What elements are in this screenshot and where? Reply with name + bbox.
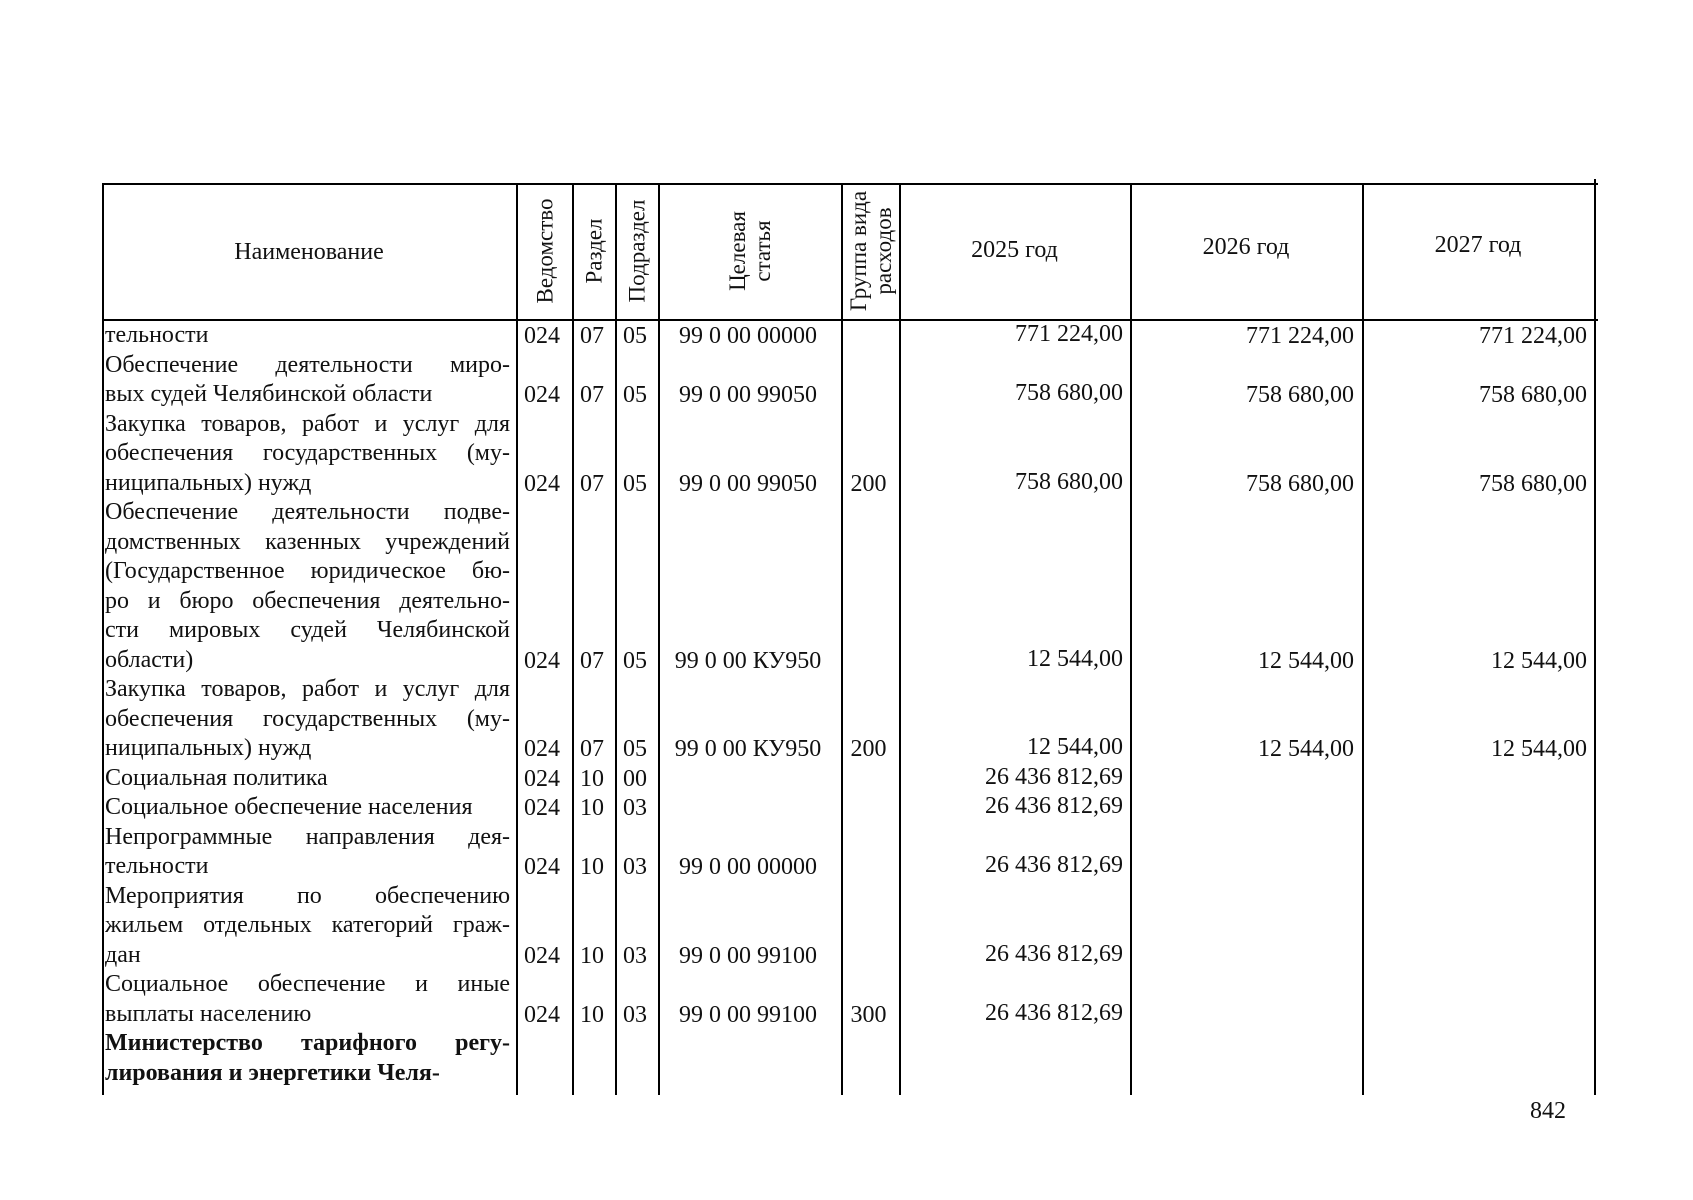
cell-v2027: 12 544,00 xyxy=(1491,647,1587,674)
row-name-line: Министерство тарифного регу- xyxy=(105,1030,510,1056)
cell-ved: 024 xyxy=(524,736,560,762)
cell-podr: 00 xyxy=(623,765,647,792)
cell-cs: 99 0 00 99050 xyxy=(679,382,817,408)
table-top-border xyxy=(102,183,1598,185)
row-name-line: жильем отдельных категорий граж- xyxy=(105,912,510,938)
row-name-line: Закупка товаров, работ и услуг для xyxy=(105,676,510,702)
cell-cs: 99 0 00 00000 xyxy=(679,854,817,880)
header-expense-group xyxy=(846,191,896,311)
cell-podr: 03 xyxy=(623,795,647,821)
row-name-line: тельности xyxy=(105,322,209,348)
cell-v2026: 758 680,00 xyxy=(1246,382,1354,408)
row-name-line: области) xyxy=(105,646,194,673)
cell-v2027: 758 680,00 xyxy=(1479,470,1587,497)
cell-razd: 07 xyxy=(580,382,604,408)
cell-razd: 07 xyxy=(580,323,604,349)
cell-ved: 024 xyxy=(524,382,560,408)
cell-ved: 024 xyxy=(524,647,560,674)
row-name-line: Мероприятия по обеспечению xyxy=(105,882,510,909)
row-name-line: Закупка товаров, работ и услуг для xyxy=(105,410,510,437)
cell-razd: 10 xyxy=(580,942,604,969)
row-name-line: обеспечения государственных (му- xyxy=(105,440,510,466)
row-name-line: Непрограммные направления дея- xyxy=(105,823,510,850)
cell-cs: 99 0 00 00000 xyxy=(679,323,817,349)
header-podrazdel: Подраздел xyxy=(624,199,650,303)
header-target-line2: статья xyxy=(750,220,775,282)
row-name-line: Обеспечение деятельности миро- xyxy=(105,351,510,378)
cell-v2025: 26 436 812,69 xyxy=(985,999,1123,1026)
row-name-line: ниципальных) нужд xyxy=(105,735,312,761)
cell-podr: 05 xyxy=(623,382,647,408)
row-name xyxy=(105,882,510,971)
cell-grp: 300 xyxy=(850,1001,887,1028)
cell-v2025: 26 436 812,69 xyxy=(985,793,1123,819)
cell-ved: 024 xyxy=(524,942,560,969)
cell-v2025: 771 224,00 xyxy=(1015,321,1123,347)
cell-v2027: 12 544,00 xyxy=(1491,736,1587,762)
row-name-line: ро и бюро обеспечения деятельно- xyxy=(105,587,510,614)
header-2025: 2025 год xyxy=(971,237,1058,263)
row-name-line: вых судей Челябинской области xyxy=(105,381,433,407)
cell-razd: 10 xyxy=(580,795,604,821)
row-name-line: домственных казенных учреждений xyxy=(105,528,510,555)
row-name-line: Социальная политика xyxy=(105,764,328,791)
cell-podr: 05 xyxy=(623,323,647,349)
cell-ved: 024 xyxy=(524,1001,560,1028)
row-name-line: (Государственное юридическое бю- xyxy=(105,558,510,584)
cell-v2027: 771 224,00 xyxy=(1479,323,1587,349)
row-name-line: обеспечения государственных (му- xyxy=(105,705,510,732)
cell-grp: 200 xyxy=(850,736,887,762)
cell-cs: 99 0 00 99050 xyxy=(679,470,817,497)
cell-v2026: 758 680,00 xyxy=(1246,470,1354,497)
col-border-right xyxy=(1594,179,1596,1095)
cell-cs: 99 0 00 99100 xyxy=(679,942,817,969)
cell-razd: 10 xyxy=(580,1001,604,1028)
col-border-2027 xyxy=(1362,183,1364,1095)
row-name-line: лирования и энергетики Челя- xyxy=(105,1059,440,1086)
row-name-line: Социальное обеспечение населения xyxy=(105,794,473,820)
cell-v2027: 758 680,00 xyxy=(1479,382,1587,408)
row-name-line: сти мировых судей Челябинской xyxy=(105,617,510,643)
header-target-line1: Целевая xyxy=(725,211,750,291)
header-2027: 2027 год xyxy=(1434,232,1522,258)
cell-razd: 07 xyxy=(580,736,604,762)
cell-v2025: 26 436 812,69 xyxy=(985,852,1123,878)
cell-podr: 05 xyxy=(623,470,647,497)
row-name xyxy=(105,321,510,351)
cell-razd: 10 xyxy=(580,854,604,880)
row-name xyxy=(105,675,510,764)
cell-podr: 05 xyxy=(623,736,647,762)
cell-razd: 07 xyxy=(580,647,604,674)
cell-ved: 024 xyxy=(524,470,560,497)
row-name xyxy=(105,823,510,882)
header-vedomstvo: Ведомство xyxy=(532,198,558,304)
header-2026: 2026 год xyxy=(1202,234,1290,260)
row-name xyxy=(105,970,510,1029)
row-name-line: Обеспечение деятельности подве- xyxy=(105,499,510,525)
header-razdel: Раздел xyxy=(581,218,607,284)
cell-v2025: 12 544,00 xyxy=(1027,645,1123,672)
cell-v2025: 26 436 812,69 xyxy=(985,763,1123,790)
col-border-left xyxy=(102,183,104,1095)
cell-v2025: 758 680,00 xyxy=(1015,468,1123,495)
col-border-2026 xyxy=(1130,183,1132,1095)
cell-ved: 024 xyxy=(524,323,560,349)
cell-ved: 024 xyxy=(524,795,560,821)
cell-podr: 03 xyxy=(623,854,647,880)
header-target-article xyxy=(725,211,775,291)
row-name xyxy=(105,351,510,410)
cell-podr: 05 xyxy=(623,647,647,674)
cell-grp: 200 xyxy=(850,470,887,497)
cell-ved: 024 xyxy=(524,854,560,880)
cell-cs: 99 0 00 КУ950 xyxy=(674,647,822,674)
page-number: 842 xyxy=(1530,1098,1566,1124)
header-name: Наименование xyxy=(234,239,384,265)
cell-razd: 10 xyxy=(580,765,604,792)
row-name-line: дан xyxy=(105,941,141,968)
header-group-line1: Группа вида xyxy=(846,190,871,312)
cell-v2026: 771 224,00 xyxy=(1246,323,1354,349)
row-name xyxy=(105,793,510,823)
row-name-line: Социальное обеспечение и иные xyxy=(105,971,510,997)
cell-razd: 07 xyxy=(580,470,604,497)
row-name xyxy=(105,764,510,794)
header-group-line2: расходов xyxy=(871,207,896,295)
cell-v2025: 12 544,00 xyxy=(1027,734,1123,760)
col-border-grp xyxy=(841,183,843,1095)
row-name xyxy=(105,498,510,675)
row-name-line: выплаты населению xyxy=(105,1000,312,1027)
cell-v2026: 12 544,00 xyxy=(1258,647,1354,674)
row-name xyxy=(105,1029,510,1088)
row-name-line: тельности xyxy=(105,853,209,879)
cell-v2025: 26 436 812,69 xyxy=(985,940,1123,967)
row-name-line: ниципальных) нужд xyxy=(105,469,312,496)
cell-cs: 99 0 00 99100 xyxy=(679,1001,817,1028)
cell-podr: 03 xyxy=(623,942,647,969)
cell-v2026: 12 544,00 xyxy=(1258,736,1354,762)
cell-v2025: 758 680,00 xyxy=(1015,380,1123,406)
cell-ved: 024 xyxy=(524,765,560,792)
row-name xyxy=(105,410,510,499)
cell-podr: 03 xyxy=(623,1001,647,1028)
cell-cs: 99 0 00 КУ950 xyxy=(674,736,822,762)
